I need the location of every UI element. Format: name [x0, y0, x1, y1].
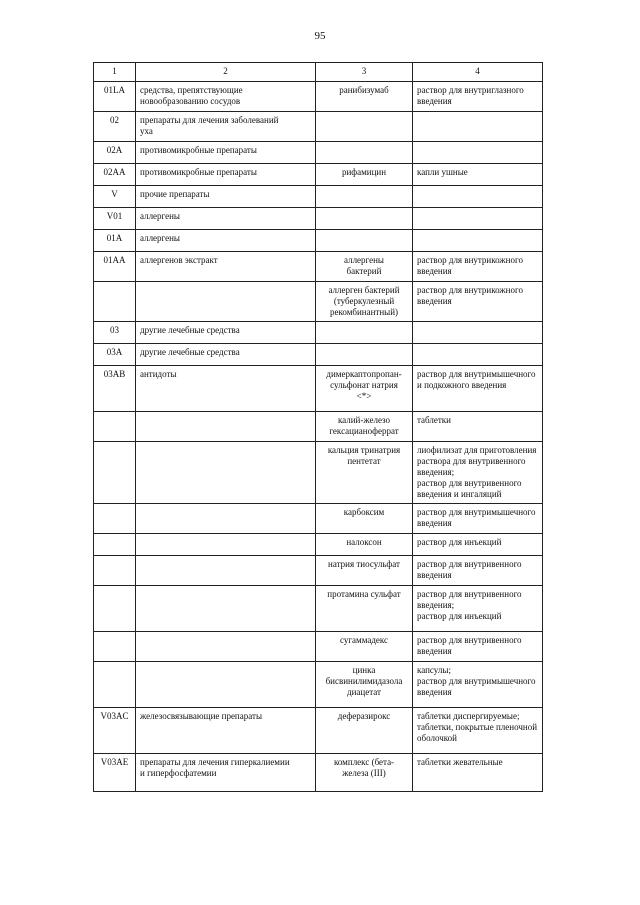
table-row [94, 754, 543, 792]
drug-cell: димеркаптопропан- сульфонат натрия <*> [316, 366, 413, 412]
group-cell: железосвязывающие препараты [136, 708, 316, 754]
form-cell: таблетки [413, 412, 543, 442]
code-cell: 03 [94, 322, 136, 344]
header-cell-1: 1 [94, 63, 136, 82]
drug-cell: сугаммадекс [316, 632, 413, 662]
form-cell [413, 186, 543, 208]
table-row [94, 504, 543, 534]
drug-cell: рифамицин [316, 164, 413, 186]
drug-table [93, 62, 543, 792]
table-row [94, 186, 543, 208]
form-cell: раствор для внутривенного введения [413, 556, 543, 586]
group-cell: другие лечебные средства [136, 322, 316, 344]
page-number: 95 [314, 30, 326, 42]
table-row [94, 662, 543, 708]
code-cell [94, 412, 136, 442]
form-cell: раствор для внутримышечного введения [413, 504, 543, 534]
drug-cell [316, 112, 413, 142]
drug-cell [316, 344, 413, 366]
group-cell: средства, препятствующие новообразованию сосудов [136, 82, 316, 112]
form-cell: раствор для внутрикожного введения [413, 282, 543, 322]
table-row [94, 142, 543, 164]
table-row [94, 556, 543, 586]
code-cell: 03A [94, 344, 136, 366]
group-cell: препараты для лечения гиперкалиемии и гиперфосфатемии [136, 754, 316, 792]
code-cell: 01AA [94, 252, 136, 282]
group-cell [136, 586, 316, 632]
table-row [94, 534, 543, 556]
drug-cell [316, 230, 413, 252]
form-cell: таблетки диспергируемые; таблетки, покрытые пленочной оболочкой [413, 708, 543, 754]
table-header-row [94, 63, 543, 82]
code-cell [94, 282, 136, 322]
form-cell [413, 322, 543, 344]
drug-cell: натрия тиосульфат [316, 556, 413, 586]
drug-cell: ранибизумаб [316, 82, 413, 112]
drug-cell: кальция тринатрия пентетат [316, 442, 413, 504]
drug-cell: комплекс (бета- железа (III) [316, 754, 413, 792]
form-cell: лиофилизат для приготовления раствора для внутривенного введения; раствор для внутривенного введения и ингаляций [413, 442, 543, 504]
table-row [94, 708, 543, 754]
group-cell: аллергены [136, 208, 316, 230]
code-cell: 01A [94, 230, 136, 252]
group-cell: аллергенов экстракт [136, 252, 316, 282]
code-cell: V01 [94, 208, 136, 230]
form-cell: раствор для внутривенного введения; раствор для инъекций [413, 586, 543, 632]
code-cell: 02 [94, 112, 136, 142]
table-row [94, 366, 543, 412]
drug-cell: аллерген бактерий (туберкулезный рекомбинантный) [316, 282, 413, 322]
code-cell [94, 632, 136, 662]
code-cell: 03AB [94, 366, 136, 412]
code-cell [94, 556, 136, 586]
form-cell: раствор для внутримышечного и подкожного введения [413, 366, 543, 412]
code-cell: 02AA [94, 164, 136, 186]
group-cell [136, 632, 316, 662]
table-row [94, 230, 543, 252]
form-cell: капли ушные [413, 164, 543, 186]
form-cell [413, 344, 543, 366]
group-cell [136, 412, 316, 442]
table-row [94, 322, 543, 344]
table-row [94, 282, 543, 322]
group-cell [136, 556, 316, 586]
header-cell-4: 4 [413, 63, 543, 82]
drug-cell: карбоксим [316, 504, 413, 534]
group-cell: противомикробные препараты [136, 142, 316, 164]
code-cell [94, 586, 136, 632]
form-cell [413, 142, 543, 164]
form-cell [413, 230, 543, 252]
group-cell [136, 442, 316, 504]
code-cell: 01LA [94, 82, 136, 112]
code-cell: V03AC [94, 708, 136, 754]
drug-cell: аллергены бактерий [316, 252, 413, 282]
drug-cell [316, 208, 413, 230]
group-cell: противомикробные препараты [136, 164, 316, 186]
table-row [94, 252, 543, 282]
code-cell [94, 504, 136, 534]
code-cell: V03AE [94, 754, 136, 792]
group-cell: препараты для лечения заболеваний уха [136, 112, 316, 142]
group-cell: прочие препараты [136, 186, 316, 208]
group-cell: другие лечебные средства [136, 344, 316, 366]
group-cell [136, 534, 316, 556]
drug-cell [316, 322, 413, 344]
form-cell [413, 112, 543, 142]
drug-cell: деферазирокс [316, 708, 413, 754]
table-row [94, 112, 543, 142]
table-row [94, 208, 543, 230]
form-cell: раствор для внутриглазного введения [413, 82, 543, 112]
code-cell [94, 534, 136, 556]
table-row [94, 442, 543, 504]
table-row [94, 586, 543, 632]
drug-cell: налоксон [316, 534, 413, 556]
table-row [94, 632, 543, 662]
drug-cell: калий-железо гексацианоферрат [316, 412, 413, 442]
form-cell: таблетки жевательные [413, 754, 543, 792]
group-cell [136, 662, 316, 708]
table-row [94, 82, 543, 112]
table-row [94, 344, 543, 366]
form-cell: раствор для внутривенного введения [413, 632, 543, 662]
table-body [94, 82, 543, 792]
code-cell: V [94, 186, 136, 208]
drug-cell: протамина сульфат [316, 586, 413, 632]
group-cell [136, 282, 316, 322]
drug-cell: цинка бисвинилимидазола диацетат [316, 662, 413, 708]
form-cell [413, 208, 543, 230]
form-cell: капсулы; раствор для внутримышечного введения [413, 662, 543, 708]
group-cell [136, 504, 316, 534]
drug-cell [316, 186, 413, 208]
drug-cell [316, 142, 413, 164]
table-row [94, 164, 543, 186]
code-cell [94, 442, 136, 504]
header-cell-3: 3 [316, 63, 413, 82]
code-cell: 02A [94, 142, 136, 164]
header-cell-2: 2 [136, 63, 316, 82]
form-cell: раствор для внутрикожного введения [413, 252, 543, 282]
code-cell [94, 662, 136, 708]
group-cell: аллергены [136, 230, 316, 252]
form-cell: раствор для инъекций [413, 534, 543, 556]
table-row [94, 412, 543, 442]
group-cell: антидоты [136, 366, 316, 412]
